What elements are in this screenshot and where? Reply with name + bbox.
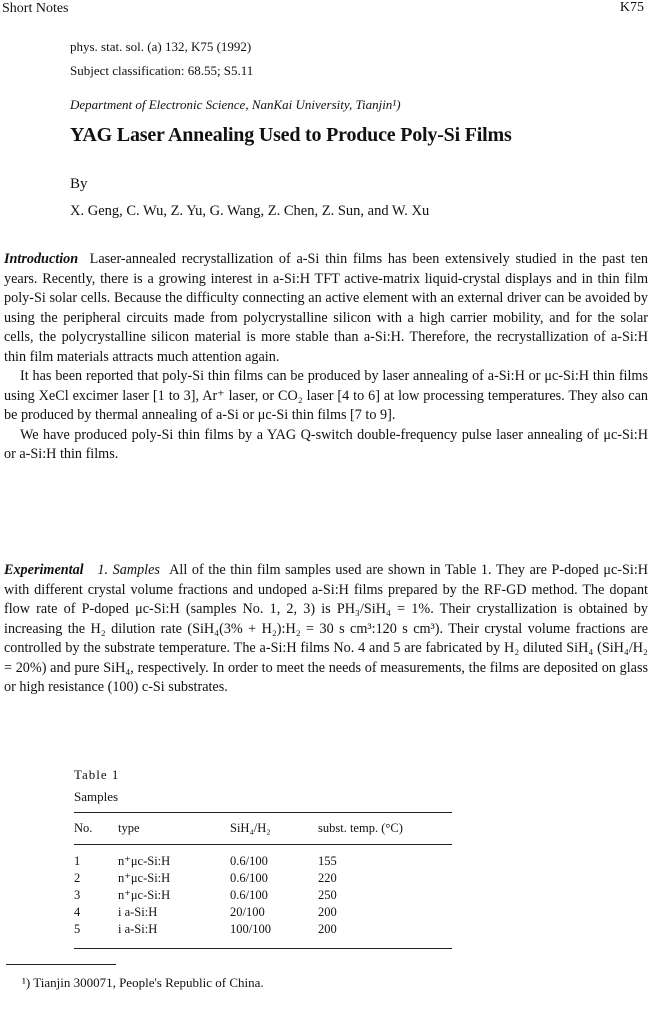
experimental-text-1: All of the thin film samples used are shown in Table 1. They are P-doped μc-Si:H with different crystal volume fractions and undoped a-Si:H films prepared by the RF-GD method. The dopant flow rate of P-doped μc-Si:H (samples No. 1, 2, 3) is PH₃/SiH₄ = 1%. Their crystallization is obtained by increasing the H₂ dilution rate (SiH₄(3% + H₂):H₂ = 30 s cm³:120 s cm³). Their crystal volume fractions are controlled by the substrate temperature. The a-Si:H films No. 4 and 5 are fabricated by H₂ diluted SiH₄ (SiH₄/H₂ = 20%) and pure SiH₄, respectively. In order to meet the needs of measurements, the films are deposited on glass or high resistance (100) c-Si substrates. (4, 562, 649, 695)
introduction-text-1: Laser-annealed recrystallization of a-Si thin films has been extensively studied in the past ten years. Recently, there is a growing interest in a-Si:H TFT active-matrix liquid-crystal displays and in thin film poly-Si solar cells. Because the difficulty connecting an active element with an external driver can be avoided by using the peripheral circuits made from polycrystalline silicon with a high carrier mobility, and for the solar cells, the polycrystalline silicon material is more stable than a-Si:H. Therefore, the recrystallization of a-Si:H thin film materials attracts much attention again. (4, 251, 649, 365)
cell-temp: 155 (318, 854, 337, 868)
cell-type: i a-Si:H (118, 922, 158, 936)
cell-no: 1 (74, 854, 81, 868)
subject-classification: Subject classification: 68.55; S5.11 (70, 63, 254, 78)
cell-no: 4 (74, 905, 81, 919)
cell-ratio: 0.6/100 (230, 871, 268, 885)
cell-ratio: 0.6/100 (230, 888, 268, 902)
introduction-paragraph-3: We have produced poly-Si thin films by a YAG Q-switch double-frequency pulse laser annealing of μc-Si:H or a-Si:H thin films. (4, 426, 648, 462)
experimental-paragraph-1 (4, 561, 648, 698)
cell-temp: 250 (318, 888, 337, 902)
column-header-ratio: SiH₄/H₂ (230, 813, 318, 845)
cell-type: n⁺μc-Si:H (118, 888, 171, 902)
table-row (74, 904, 452, 921)
table-row (74, 845, 452, 871)
citation: phys. stat. sol. (a) 132, K75 (1992) (70, 39, 252, 54)
cell-ratio: 20/100 (230, 905, 265, 919)
table-header-row (74, 813, 452, 845)
cell-temp: 220 (318, 871, 337, 885)
footnote: ¹) Tianjin 300071, People's Republic of China. (22, 975, 264, 990)
footnote-rule (6, 964, 116, 965)
running-header-section: Short Notes (2, 1, 69, 16)
cell-no: 3 (74, 888, 81, 902)
paper-title: YAG Laser Annealing Used to Produce Poly-Si Films (70, 124, 512, 146)
table-label: Table 1 (74, 767, 120, 782)
cell-type: n⁺μc-Si:H (118, 854, 171, 868)
table-row (74, 921, 452, 948)
column-header-no: No. (74, 813, 118, 845)
cell-no: 5 (74, 922, 81, 936)
cell-type: n⁺μc-Si:H (118, 871, 171, 885)
experimental-section (4, 561, 648, 698)
column-header-temp: subst. temp. (°C) (318, 813, 452, 845)
samples-table (74, 812, 452, 949)
cell-ratio: 100/100 (230, 922, 271, 936)
cell-temp: 200 (318, 922, 337, 936)
cell-type: i a-Si:H (118, 905, 158, 919)
introduction-section (4, 250, 648, 465)
experimental-heading: Experimental (4, 562, 84, 578)
column-header-type: type (118, 813, 230, 845)
samples-subheading: 1. Samples (97, 562, 160, 578)
table-caption: Samples (74, 789, 119, 804)
author-list: X. Geng, C. Wu, Z. Yu, G. Wang, Z. Chen, Z. Sun, and W. Xu (70, 203, 430, 219)
byline-label: By (70, 176, 88, 192)
page-number: K75 (619, 0, 644, 15)
cell-temp: 200 (318, 905, 337, 919)
cell-ratio: 0.6/100 (230, 854, 268, 868)
table-row (74, 887, 452, 904)
introduction-heading: Introduction (4, 251, 79, 267)
table-row (74, 870, 452, 887)
department-affiliation: Department of Electronic Science, NanKai University, Tianjin¹) (70, 97, 401, 112)
cell-no: 2 (74, 871, 81, 885)
introduction-paragraph-1 (4, 250, 648, 367)
introduction-paragraph-2: It has been reported that poly-Si thin films can be produced by laser annealing of a-Si:H or μc-Si:H thin films using XeCl excimer laser [1 to 3], Ar⁺ laser, or CO₂ laser [4 to 6] at low processing temperatures. They also can be produced by thermal annealing of a-Si or μc-Si thin films [7 to 9]. (4, 368, 648, 423)
